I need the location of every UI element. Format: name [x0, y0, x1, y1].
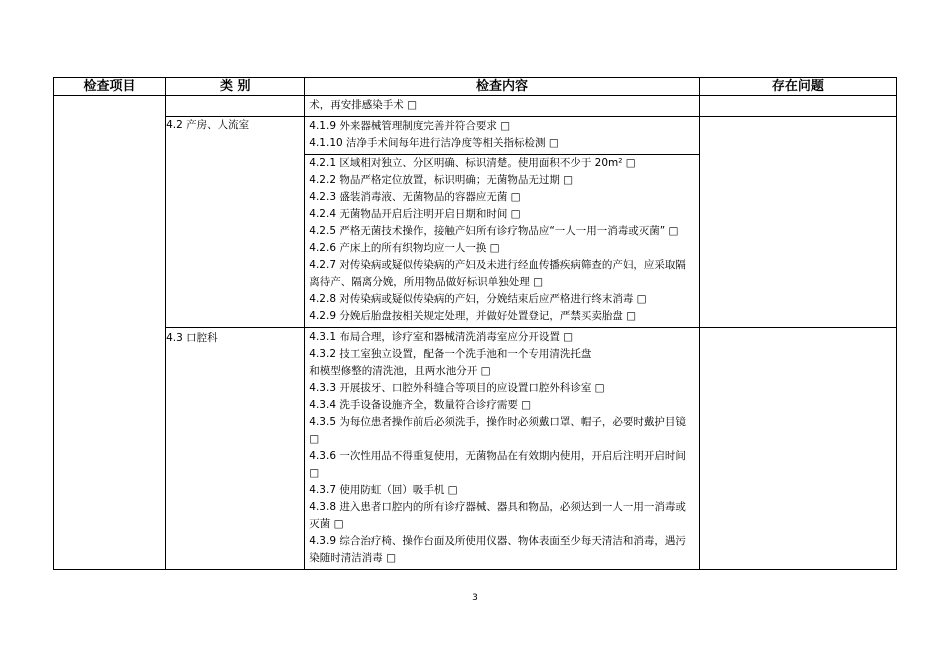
- issues-cell: [699, 96, 896, 117]
- table-row: [54, 117, 897, 155]
- checklist-item: 4.2.8 对传染病或疑似传染病的产妇，分娩结束后应严格进行终末消毒 □: [309, 293, 647, 305]
- content-list: [305, 328, 698, 569]
- checklist-item: 4.3.9 综合治疗椅、操作台面及所使用仪器、物体表面至少每天清洁和消毒，遇污染随时清洁消毒 □: [309, 535, 686, 564]
- checklist-item: 4.2.9 分娩后胎盘按相关规定处理，并做好处置登记，严禁买卖胎盘 □: [309, 310, 637, 322]
- issues-cell: [699, 117, 896, 328]
- checklist-item: 4.2.3 盛装消毒液、无菌物品的容器应无菌 □: [309, 191, 521, 203]
- table-row: [54, 328, 897, 570]
- checklist-item: 和模型修整的清洗池，且两水池分开 □: [309, 365, 491, 377]
- content-cell: [305, 328, 699, 570]
- inspection-item-cell: [54, 96, 166, 570]
- checklist-item: 4.2.4 无菌物品开启后注明开启日期和时间 □: [309, 208, 521, 220]
- content-list: [305, 155, 698, 327]
- checklist-item: 4.3.8 进入患者口腔内的所有诊疗器械、器具和物品，必须达到一人一用一消毒或灭菌 □: [309, 501, 686, 530]
- table-row: [54, 96, 897, 117]
- checklist-item: 4.2.2 物品严格定位放置，标识明确；无菌物品无过期 □: [309, 174, 574, 186]
- category-cell: [166, 96, 305, 117]
- checklist-item: 4.3.3 开展拔牙、口腔外科缝合等项目的应设置口腔外科诊室 □: [309, 382, 605, 394]
- header-issues: 存在问题: [699, 78, 896, 96]
- header-inspection-item: 检查项目: [54, 78, 166, 96]
- checklist-item: 4.1.10 洁净手术间每年进行洁净度等相关指标检测 □: [309, 137, 559, 149]
- content-cell: [305, 96, 699, 117]
- page-number: 3: [472, 593, 478, 603]
- content-list: [305, 117, 698, 154]
- checklist-item: 4.2.5 严格无菌技术操作，接触产妇所有诊疗物品应“一人一用一消毒或灭菌” □: [309, 225, 679, 237]
- checklist-item: 4.3.1 布局合理，诊疗室和器械清洗消毒室应分开设置 □: [309, 331, 574, 343]
- category-cell: 4.3 口腔科: [166, 328, 305, 570]
- content-cell: [305, 155, 699, 328]
- checklist-item: 4.2.6 产床上的所有织物均应一人一换 □: [309, 242, 500, 254]
- issues-cell: [699, 328, 896, 570]
- inspection-table: [53, 77, 897, 570]
- checklist-item: 术，再安排感染手术 □: [309, 99, 418, 111]
- checklist-item: 4.3.7 使用防虹（回）吸手机 □: [309, 484, 458, 496]
- checklist-item: 4.2.7 对传染病或疑似传染病的产妇及未进行经血传播疾病筛查的产妇，应采取隔离待产、隔离分娩，所用物品做好标识单独处理 □: [309, 259, 686, 288]
- checklist-item: 4.3.5 为每位患者操作前后必须洗手，操作时必须戴口罩、帽子，必要时戴护目镜 □: [309, 416, 686, 445]
- checklist-item: 4.3.2 技工室独立设置，配备一个洗手池和一个专用清洗托盘: [309, 348, 592, 360]
- checklist-item: 4.3.4 洗手设备设施齐全，数量符合诊疗需要 □: [309, 399, 532, 411]
- header-category: 类 别: [166, 78, 305, 96]
- table-header-row: [54, 78, 897, 96]
- content-list: [305, 96, 698, 116]
- header-inspection-content: 检查内容: [305, 78, 699, 96]
- checklist-item: 4.2.1 区域相对独立、分区明确、标识清楚。使用面积不少于 20m² □: [309, 157, 636, 169]
- checklist-item: 4.1.9 外来器械管理制度完善并符合要求 □: [309, 120, 511, 132]
- category-cell: 4.2 产房、人流室: [166, 117, 305, 328]
- checklist-item: 4.3.6 一次性用品不得重复使用，无菌物品在有效期内使用，开启后注明开启时间 □: [309, 450, 686, 479]
- content-cell: [305, 117, 699, 155]
